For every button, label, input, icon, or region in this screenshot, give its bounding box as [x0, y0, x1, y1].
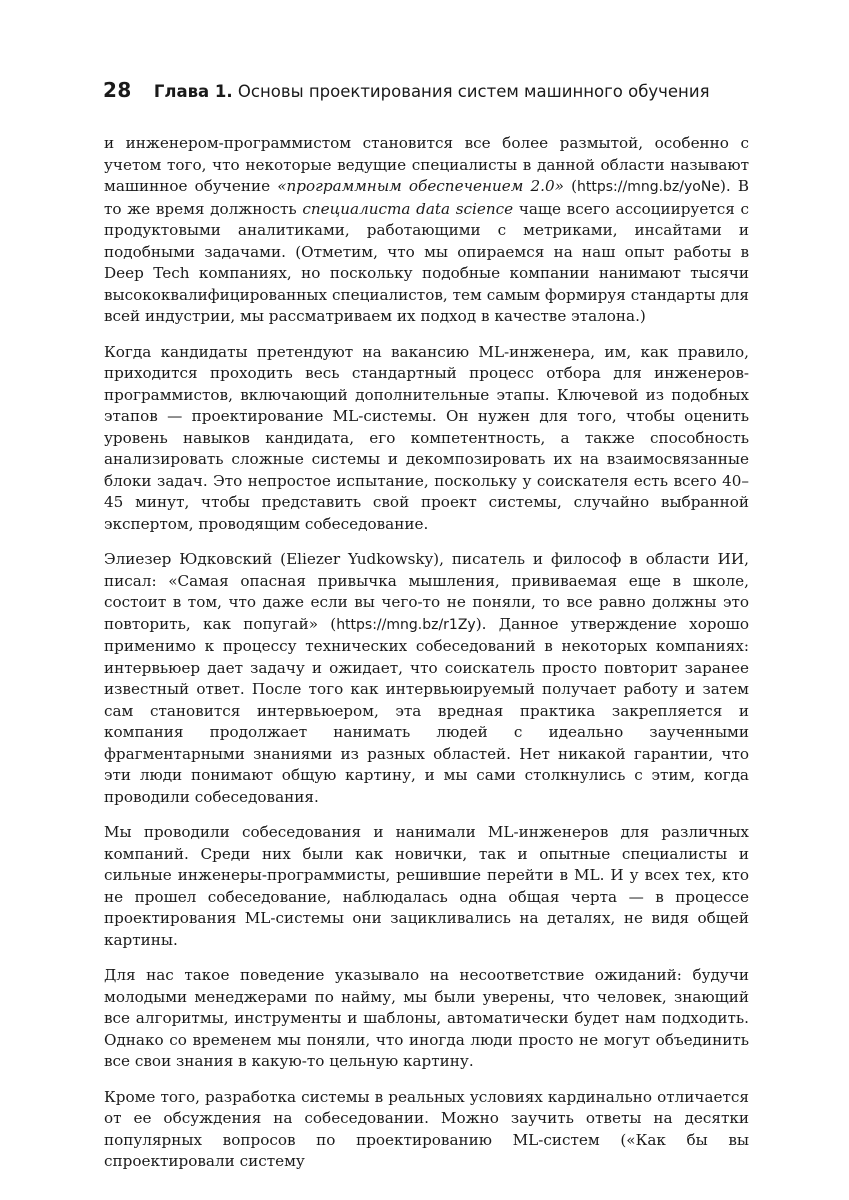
chapter-title: Основы проектирования систем машинного обучения	[237, 82, 710, 101]
paragraph: Когда кандидаты претендуют на вакансию ML-инженера, им, как правило, приходится проходить весь стандартный процесс отбора для инженеров-программистов, включающий дополнительные этапы. Ключевой из подобных этапов — проектирование ML-системы. Он нужен для того, чтобы оценить уровень навыков кандидата, его компетентность, а также способность анализировать сложные системы и декомпозировать их на взаимосвязанные блоки задач. Это непростое испытание, поскольку у соискателя есть всего 40–45 минут, чтобы представить свой проект системы, случайно выбранной экспертом, проводящим собеседование.	[104, 342, 749, 533]
page-header	[103, 78, 763, 104]
paragraph: Для нас такое поведение указывало на несоответствие ожиданий: будучи молодыми менеджерами по найму, мы были уверены, что человек, знающий все алгоритмы, инструменты и шаблоны, автоматически будет нам подходить. Однако со временем мы поняли, что иногда люди просто не могут объединить все свои знания в какую-то цельную картину.	[104, 966, 749, 1070]
emphasis: «программным обеспечением 2.0»	[277, 177, 564, 195]
paragraph: и инженером-программистом становится все более размытой, особенно с учетом того, что некоторые ведущие специалисты в данной области называют машинное обучение «программным обеспечением 2.0» (https://mng.bz/yoNe). В то же время должность специалиста data science чаще всего ассоциируется с продуктовыми аналитиками, работающими с метриками, инсайтами и подобными задачами. (Отметим, что мы опираемся на наш опыт работы в Deep Tech компаниях, но поскольку подобные компании нанимают тысячи высококвалифицированных специалистов, тем самым формируя стандарты для всей индустрии, мы рассматриваем их подход в качестве эталона.)	[104, 134, 749, 325]
paragraph: Кроме того, разработка системы в реальных условиях кардинально отличается от ее обсуждения на собеседовании. Можно заучить ответы на десятки популярных вопросов по проектированию ML-систем («Как бы вы спроектировали систему	[104, 1087, 749, 1170]
paragraph: Мы проводили собеседования и нанимали ML-инженеров для различных компаний. Среди них были как новички, так и опытные специалисты и сильные инженеры-программисты, решившие перейти в ML. И у всех тех, кто не прошел собеседование, наблюдалась одна общая черта — в процессе проектирования ML-системы они зацикливались на деталях, не видя общей картины.	[104, 823, 749, 949]
emphasis: специалиста data science	[302, 199, 514, 218]
url-link[interactable]: https://mng.bz/r1Zy	[336, 616, 476, 633]
url-link[interactable]: https://mng.bz/yoNe	[577, 179, 720, 195]
chapter-label: Глава 1.	[153, 82, 233, 101]
body-text	[104, 133, 749, 1187]
page-number: 28	[103, 78, 132, 102]
paragraph: Элиезер Юдковский (Eliezer Yudkowsky), писатель и философ в области ИИ, писал: «Самая опасная привычка мышления, прививаемая еще в школе, состоит в том, что даже если вы чего-то не поняли, то все равно должны это повторить, как попугай» (https://mng.bz/r1Zy). Данное утверждение хорошо применимо к процессу технических собеседований в некоторых компаниях: интервьюер дает задачу и ожидает, что соискатель просто повторит заранее известный ответ. После того как интервьюируемый получает работу и затем сам становится интервьюером, эта вредная практика закрепляется и компания продолжает нанимать людей с идеально заученными фрагментарными знаниями из разных областей. Нет никакой гарантии, что эти люди понимают общую картину, и мы сами столкнулись с этим, когда проводили собеседования.	[104, 550, 749, 806]
